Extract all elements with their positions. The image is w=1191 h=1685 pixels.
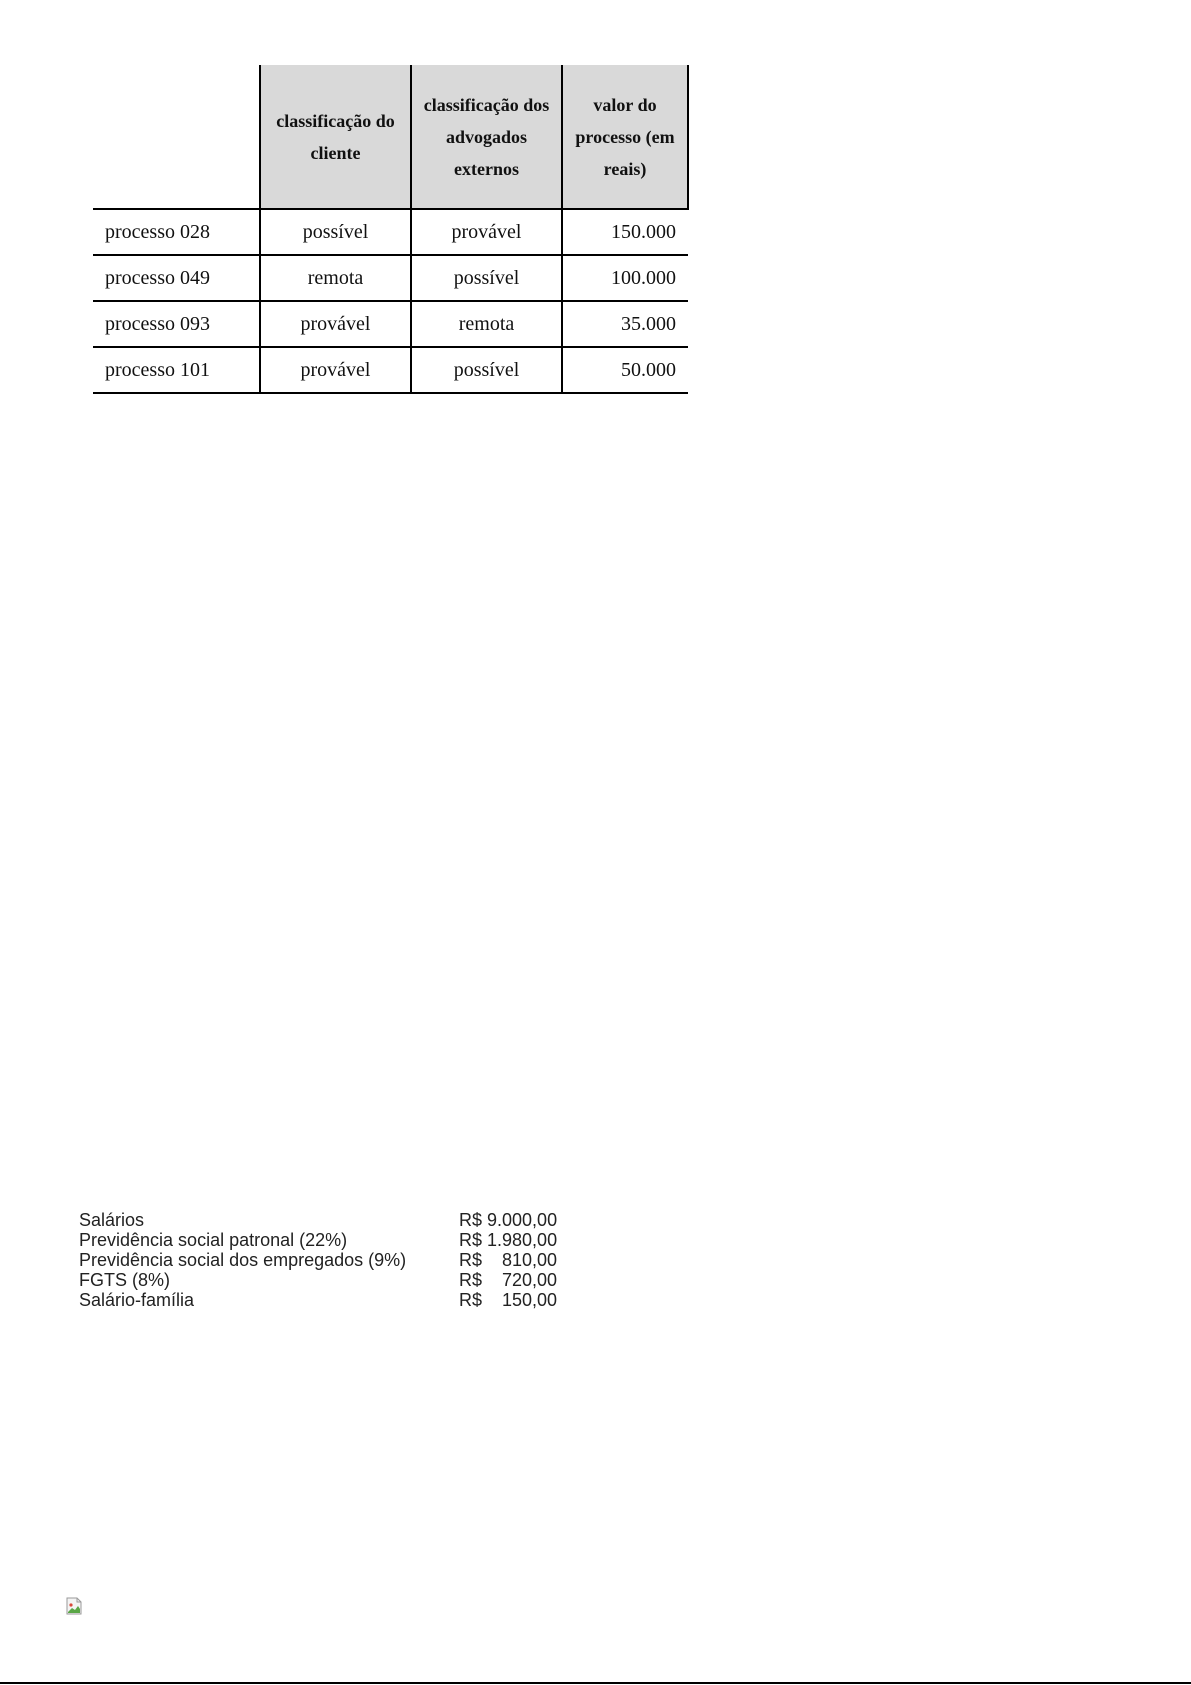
payroll-value: R$ 810,00 — [459, 1250, 558, 1270]
lawyers-classification: possível — [411, 255, 562, 301]
table-row — [93, 347, 688, 393]
payroll-value: R$ 1.980,00 — [459, 1230, 558, 1250]
process-value: 100.000 — [562, 255, 688, 301]
process-name: processo 101 — [93, 347, 260, 393]
table-row — [93, 255, 688, 301]
process-value: 50.000 — [562, 347, 688, 393]
table-row — [93, 209, 688, 255]
payroll-value: R$ 150,00 — [459, 1290, 558, 1310]
list-item — [79, 1290, 659, 1310]
payroll-value: R$ 9.000,00 — [459, 1210, 558, 1230]
list-item — [79, 1210, 659, 1230]
process-value: 35.000 — [562, 301, 688, 347]
client-classification: possível — [260, 209, 411, 255]
table-header-row — [93, 65, 688, 209]
process-name: processo 028 — [93, 209, 260, 255]
payroll-list — [79, 1210, 659, 1310]
header-process-value: valor do processo (em reais) — [562, 65, 688, 209]
payroll-label: Salário-família — [79, 1290, 195, 1310]
payroll-label: Previdência social dos empregados (9%) — [79, 1250, 407, 1270]
list-item — [79, 1270, 659, 1290]
payroll-value: R$ 720,00 — [459, 1270, 558, 1290]
process-name: processo 049 — [93, 255, 260, 301]
process-name: processo 093 — [93, 301, 260, 347]
header-cell-blank — [93, 65, 260, 209]
lawyers-classification: possível — [411, 347, 562, 393]
lawyers-classification: remota — [411, 301, 562, 347]
client-classification: provável — [260, 301, 411, 347]
lawyers-classification: provável — [411, 209, 562, 255]
client-classification: provável — [260, 347, 411, 393]
client-classification: remota — [260, 255, 411, 301]
header-external-lawyers-classification: classificação dos advogados externos — [411, 65, 562, 209]
process-value: 150.000 — [562, 209, 688, 255]
list-item — [79, 1250, 659, 1270]
payroll-label: Salários — [79, 1210, 145, 1230]
page-bottom-rule — [0, 1682, 1191, 1684]
litigation-table — [93, 65, 689, 394]
payroll-label: FGTS (8%) — [79, 1270, 171, 1290]
table-row — [93, 301, 688, 347]
payroll-label: Previdência social patronal (22%) — [79, 1230, 348, 1250]
list-item — [79, 1230, 659, 1250]
broken-image-icon — [66, 1597, 82, 1615]
header-client-classification: classificação do cliente — [260, 65, 411, 209]
